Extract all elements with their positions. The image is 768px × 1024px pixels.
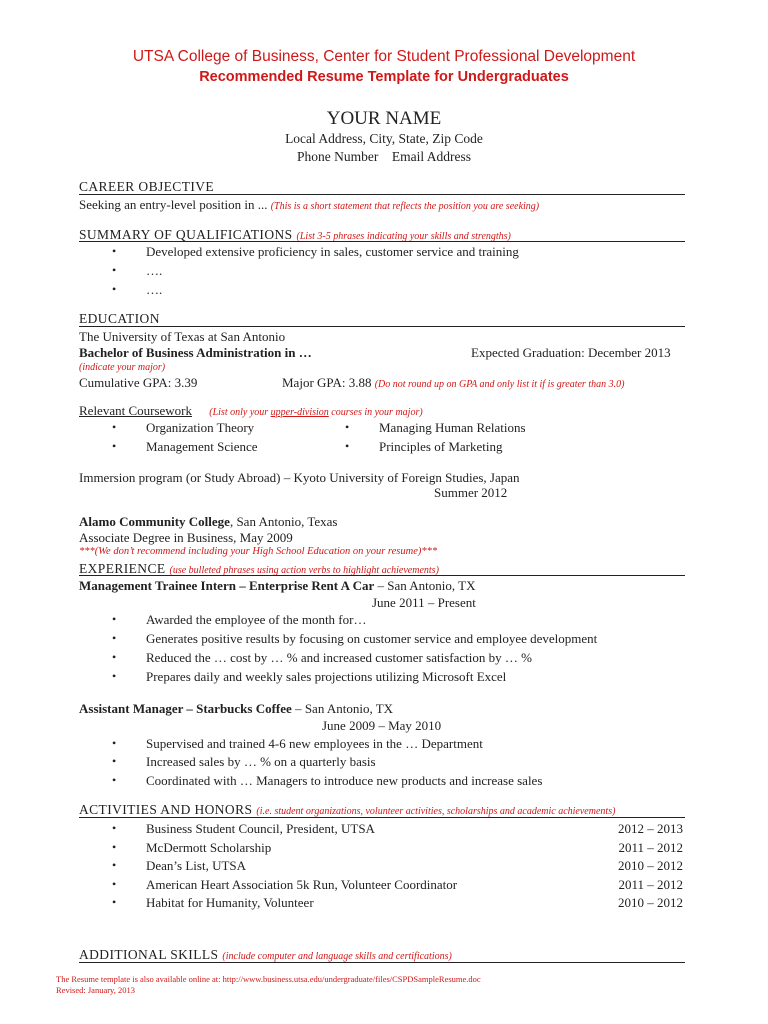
bullet-icon: • — [112, 877, 117, 891]
experience-rule — [79, 575, 685, 576]
college-location: , San Antonio, Texas — [229, 514, 338, 529]
experience-bullet: Coordinated with … Managers to introduce new products and increase sales — [146, 773, 543, 788]
qualifications-heading: SUMMARY OF QUALIFICATIONS — [79, 227, 293, 242]
coursework-note — [209, 407, 422, 418]
course-item: Organization Theory — [146, 420, 255, 435]
phone-email-line: Phone Number Email Address — [297, 149, 471, 164]
job-2-location: – San Antonio, TX — [291, 701, 394, 716]
coursework-label: Relevant Coursework — [79, 403, 193, 418]
college-degree: Associate Degree in Business, May 2009 — [79, 530, 293, 545]
gpa-note: (Do not round up on GPA and only list it if is greater than 3.0) — [374, 379, 625, 390]
objective-statement: Seeking an entry-level position in ... — [79, 197, 271, 212]
qualification-item: …. — [146, 282, 163, 297]
org-title: UTSA College of Business, Center for Student Professional Development — [132, 48, 636, 65]
coursework-line — [79, 403, 423, 419]
activity-years: 2011 – 2012 — [618, 840, 683, 855]
experience-bullet: Increased sales by … % on a quarterly basis — [146, 754, 376, 769]
skills-note: (include computer and language skills and certifications) — [222, 951, 452, 962]
school-name: The University of Texas at San Antonio — [79, 329, 286, 344]
qualification-item: …. — [146, 263, 163, 278]
experience-bullet: Prepares daily and weekly sales projections utilizing Microsoft Excel — [146, 669, 507, 684]
experience-note: (use bulleted phrases using action verbs to highlight achievements) — [169, 565, 439, 576]
bullet-icon: • — [112, 895, 117, 909]
bullet-icon: • — [112, 282, 117, 296]
bullet-icon: • — [112, 244, 117, 258]
bullet-icon: • — [112, 439, 117, 453]
bullet-icon: • — [112, 773, 117, 787]
job-1-dates: June 2011 – Present — [372, 595, 476, 610]
bullet-icon: • — [112, 669, 117, 683]
bullet-icon: • — [112, 840, 117, 854]
experience-bullet: Awarded the employee of the month for… — [146, 612, 367, 627]
skills-heading: ADDITIONAL SKILLS — [79, 947, 219, 962]
college-line — [79, 514, 337, 529]
major-gpa-line — [282, 375, 624, 391]
template-title: Recommended Resume Template for Undergraduates — [199, 69, 569, 85]
activity-years: 2010 – 2012 — [618, 895, 683, 910]
major-gpa: Major GPA: 3.88 — [282, 375, 375, 390]
your-name: YOUR NAME — [326, 108, 442, 129]
qualifications-note: (List 3-5 phrases indicating your skills and strengths) — [296, 231, 511, 242]
skills-rule — [79, 962, 685, 963]
coursework-note-b: courses in your major) — [328, 407, 423, 418]
activity-years: 2012 – 2013 — [618, 821, 683, 836]
bullet-icon: • — [112, 612, 117, 626]
objective-rule — [79, 194, 685, 195]
qualifications-rule — [79, 241, 685, 242]
bullet-icon: • — [112, 821, 117, 835]
course-item: Management Science — [146, 439, 258, 454]
job-1-title: Management Trainee Intern – Enterprise Rent A Car — [79, 578, 375, 593]
education-rule — [79, 326, 685, 327]
bullet-icon: • — [112, 858, 117, 872]
bullet-icon: • — [112, 420, 117, 434]
job-2-dates: June 2009 – May 2010 — [322, 718, 442, 733]
bullet-icon: • — [112, 263, 117, 277]
bullet-icon: • — [112, 754, 117, 768]
experience-heading: EXPERIENCE — [79, 561, 166, 576]
job-2-title: Assistant Manager – Starbucks Coffee — [79, 701, 292, 716]
course-item: Managing Human Relations — [379, 420, 526, 435]
activities-heading: ACTIVITIES AND HONORS — [79, 802, 253, 817]
activity-name: Habitat for Humanity, Volunteer — [146, 895, 314, 910]
footer-url: The Resume template is also available online at: http://www.business.utsa.edu/undergraduate/files/CSPDSampleResume.doc — [56, 974, 481, 984]
address-line: Local Address, City, State, Zip Code — [285, 131, 483, 146]
qualification-item: Developed extensive proficiency in sales, customer service and training — [146, 244, 519, 259]
career-objective-heading: CAREER OBJECTIVE — [79, 179, 215, 194]
objective-text — [79, 197, 539, 213]
course-item: Principles of Marketing — [379, 439, 503, 454]
experience-bullet: Reduced the … cost by … % and increased customer satisfaction by … % — [146, 650, 532, 665]
coursework-note-upper: upper-division — [270, 407, 329, 418]
job-1-title-line — [79, 578, 475, 593]
expected-graduation: Expected Graduation: December 2013 — [471, 345, 671, 360]
bullet-icon: • — [345, 439, 350, 453]
job-2-title-line — [79, 701, 393, 716]
activities-note: (i.e. student organizations, volunteer activities, scholarships and academic achievements) — [256, 806, 616, 817]
activity-name: Business Student Council, President, UTSA — [146, 821, 375, 836]
job-1-location: – San Antonio, TX — [374, 578, 476, 593]
activities-rule — [79, 817, 685, 818]
activity-years: 2010 – 2012 — [618, 858, 683, 873]
bullet-icon: • — [112, 736, 117, 750]
immersion-date: Summer 2012 — [434, 485, 508, 500]
education-heading: EDUCATION — [79, 311, 160, 326]
bullet-icon: • — [112, 631, 117, 645]
bullet-icon: • — [112, 650, 117, 664]
cumulative-gpa: Cumulative GPA: 3.39 — [79, 375, 198, 390]
activity-name: Dean’s List, UTSA — [146, 858, 247, 873]
experience-bullet: Generates positive results by focusing on customer service and employee development — [146, 631, 598, 646]
activity-name: American Heart Association 5k Run, Volunteer Coordinator — [146, 877, 458, 892]
high-school-note: ***(We don’t recommend including your High School Education on your resume)*** — [79, 546, 438, 557]
footer-revised: Revised: January, 2013 — [56, 985, 136, 995]
immersion-program: Immersion program (or Study Abroad) – Kyoto University of Foreign Studies, Japan — [79, 470, 520, 485]
coursework-note-a: (List only your — [209, 407, 271, 418]
activity-years: 2011 – 2012 — [618, 877, 683, 892]
degree: Bachelor of Business Administration in … — [79, 345, 312, 360]
bullet-icon: • — [345, 420, 350, 434]
college-name: Alamo Community College — [79, 514, 230, 529]
activity-name: McDermott Scholarship — [146, 840, 272, 855]
experience-bullet: Supervised and trained 4-6 new employees in the … Department — [146, 736, 483, 751]
major-note: (indicate your major) — [79, 362, 166, 373]
objective-note: (This is a short statement that reflects the position you are seeking) — [270, 201, 540, 212]
